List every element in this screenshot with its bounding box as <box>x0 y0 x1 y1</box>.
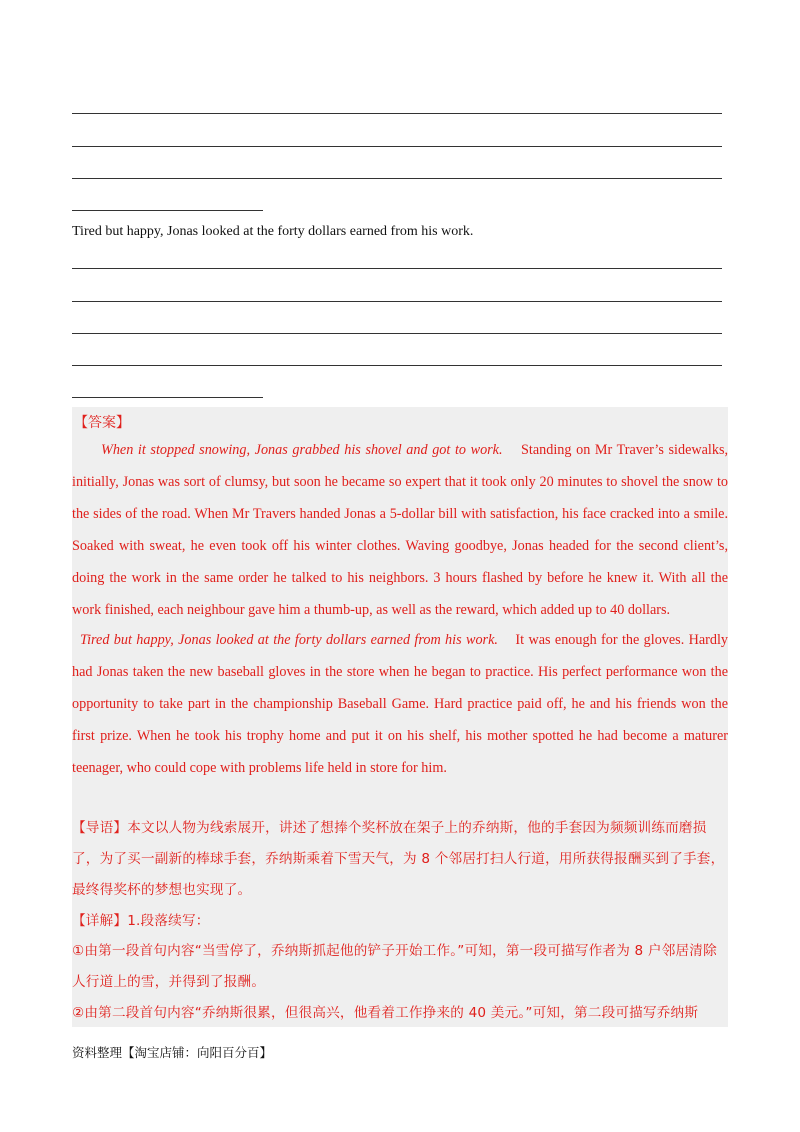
page-footer: 资料整理【淘宝店铺：向阳百分百】 <box>72 1045 273 1060</box>
answer-paragraph-2 <box>72 624 728 784</box>
detail-label: 【详解】 <box>72 913 128 929</box>
detail-heading <box>72 906 728 937</box>
detail-item-1: ①由第一段首句内容“当雪停了，乔纳斯抓起他的铲子开始工作。”可知，第一段可描写作者为 8 户邻居清除人行道上的雪，并得到了报酬。 <box>72 943 717 990</box>
writing-line <box>72 301 722 302</box>
answer-label: 【答案】 <box>74 415 130 431</box>
paragraph-1-body: Standing on Mr Traver’s sidewalks, initially, Jonas was sort of clumsy, but soon he became so expert that it took only 20 minutes to shovel the snow to the sides of the road. When Mr Travers handed Jonas a 5-dollar bill with satisfaction, his face cracked into a smile. Soaked with sweat, he even took off his winter clothes. Waving goodbye, Jonas headed for the second client’s, doing the work in the same order he talked to his neighbors. 3 hours flashed by before he knew it. With all the work finished, each neighbour gave him a thumb-up, as well as the reward, which added up to 40 dollars. <box>72 442 729 618</box>
answer-paragraph-1 <box>72 434 728 626</box>
detail-heading-text: 1.段落续写： <box>127 913 210 929</box>
guide-label: 【导语】 <box>72 820 128 836</box>
guide-text: 本文以人物为线索展开，讲述了想捧个奖杯放在架子上的乔纳斯，他的手套因为频频训练而磨损了，为了买一副新的棒球手套，乔纳斯乘着下雪天气，为 8 个邻居打扫人行道，用所获得报酬买到了手套，最终得奖杯的梦想也实现了。 <box>72 820 725 898</box>
writing-line <box>72 268 722 269</box>
writing-line <box>72 113 722 114</box>
writing-line <box>72 333 722 334</box>
writing-line <box>72 365 722 366</box>
paragraph-opener: Tired but happy, Jonas looked at the forty dollars earned from his work. <box>72 224 474 239</box>
writing-line <box>72 397 263 398</box>
paragraph-2-opener: Tired but happy, Jonas looked at the forty dollars earned from his work. <box>80 632 498 648</box>
guide-paragraph <box>72 813 728 906</box>
writing-line <box>72 178 722 179</box>
paragraph-1-opener: When it stopped snowing, Jonas grabbed his shovel and got to work. <box>101 442 503 458</box>
paragraph-2-body: It was enough for the gloves. Hardly had Jonas taken the new baseball gloves in the store when he began to practice. His perfect performance won the opportunity to take part in the championship Baseball Game. Hard practice paid off, he and his friends won the first prize. When he took his trophy home and put it on his shelf, his mother spotted he had become a maturer teenager, who could cope with problems life held in store for him. <box>72 632 729 776</box>
writing-line <box>72 146 722 147</box>
writing-line <box>72 210 263 211</box>
detail-item-2: ②由第二段首句内容“乔纳斯很累，但很高兴，他看着工作挣来的 40 美元。”可知，第二段可描写乔纳斯 <box>72 1005 699 1021</box>
